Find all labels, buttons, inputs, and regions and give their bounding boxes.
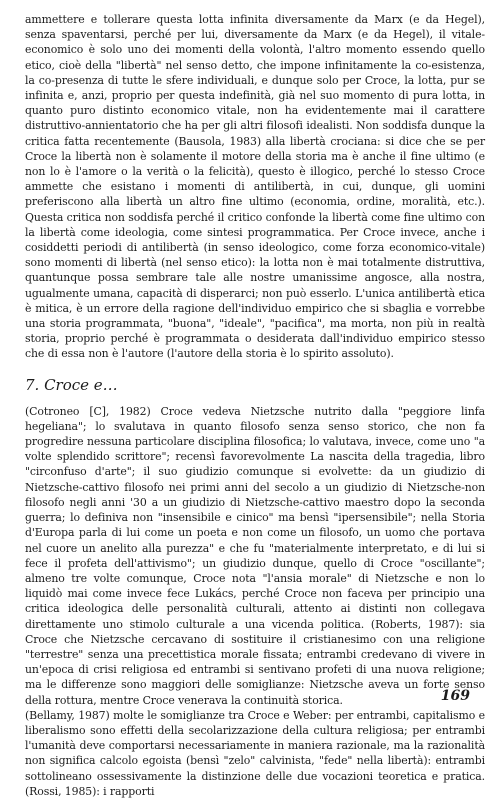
body-paragraph-1: ammettere e tollerare questa lotta infinita diversamente da Marx (e da Hegel), senza spaventarsi, perché per lui, diversamente da Marx (e da Hegel), il vitale-economico è solo uno dei momenti della volontà, l'altro momento essendo quello etico, cioè della "libertà" nel senso detto, che impone infinitamente la co-esistenza, la co-presenza di tutte le sfere individuali, e dunque solo per Croce, la lotta, pur se infinita e, anzi, proprio per questa indefinità, già nel suo momento di pura lotta, in quanto puro distinto economico vitale, non ha evidentemente mai il carattere distruttivo-annientatorio che ha per gli altri filosofi idealisti. Non soddisfa dunque la critica fatta recentemente (Bausola, 1983) alla libertà crociana: si dice che se per Croce la libertà non è solamente il motore della storia ma è anche il fine ultimo (e non lo è l'amore o la verità o la felicità), questo è illogico, perché lo stesso Croce ammette che esistano i momenti di antilibertà, in cui, dunque, gli uomini preferiscono alla libertà un altro fine ultimo (economia, ordine, moralità, etc.). Questa critica non soddisfa perché il critico confonde la libertà come fine ultimo con la libertà come ideologia, come sintesi programmatica. Per Croce invece, anche i cosiddetti periodi di antilibertà (in senso ideologico, come forza economico-vitale) sono momenti di libertà (nel senso etico): la lotta non è mai totalmente distruttiva, quantunque possa sembrare tale alle nostre umanissime angosce, alla nostra, ugualmente umana, capacità di disperarci; non può esserlo. L'unica antilibertà etica è mitica, è un errore della ragione dell'individuo empirico che si sbaglia e vorrebbe una storia programmata, "buona", "ideale", "pacifica", ma morta, non più in realtà storia, proprio perché è programmata o desiderata dall'individuo empirico stesso che di essa non è l'autore (l'autore della storia è lo spirito assoluto). [25,13,485,361]
body-paragraph-2: (Cotroneo [C], 1982) Croce vedeva Nietzsche nutrito dalla "peggiore linfa hegeliana"; lo svalutava in quanto filosofo senza senso storico, che non fa progredire nessuna particolare disciplina filosofica; lo valutava, invece, come uno "a volte splendido scrittore"; recensì favorevolmente La nascita della tragedia, libro "circonfuso d'arte"; il suo giudizio comunque si evolvette: da un giudizio di Nietzsche-cattivo filosofo nei primi anni del secolo a un giudizio di Nietzsche-non filosofo negli anni '30 a un giudizio di Nietzsche-cattivo maestro dopo la seconda guerra; lo definiva non "insensibile e cinico" ma bensì "ipersensibile"; nella Storia d'Europa parla di lui come un poeta e non come un filosofo, un uomo che portava nel cuore un anelito alla purezza" e che fu "materialmente interpretato, e di lui si fece il profeta dell'attivismo"; un giudizio dunque, quello di Croce "oscillante"; almeno tre volte comunque, Croce nota "l'ansia morale" di Nietzsche e non lo liquidò mai come invece fece Lukács, perché Croce non faceva per principio una critica ideologica delle personalità culturali, attento ai distinti non collegava direttamente uno stimolo culturale a una vicenda politica. (Roberts, 1987): sia Croce che Nietzsche cercavano di sostituire il cristianesimo con una religione "terrestre" senza una precettistica morale fissata; entrambi credevano di vivere in un'epoca di crisi religiosa ed entrambi si sentivano profeti di una nuova religione; ma le differenze sono maggiori delle somiglianze: Nietzsche aveva un forte senso della rottura, mentre Croce venerava la continuità storica. [25,404,485,707]
body-paragraph-3: (Bellamy, 1987) molte le somiglianze tra Croce e Weber: per entrambi, capitalismo e liberalismo sono effetti della secolarizzazione della cultura religiosa; per entrambi l'umanità deve comportarsi necessariamente in maniera razionale, ma la razionalità non significa calcolo egoista (bensì "zelo" calvinista, "fede" nella libertà): entrambi sottolineano ossessivamente la distinzione delle due vocazioni teoretica e pratica. (Rossi, 1985): i rapporti [25,708,485,798]
section-heading: 7. Croce e… [25,375,118,394]
page-number: 169 [440,688,470,704]
page-content [25,12,485,799]
